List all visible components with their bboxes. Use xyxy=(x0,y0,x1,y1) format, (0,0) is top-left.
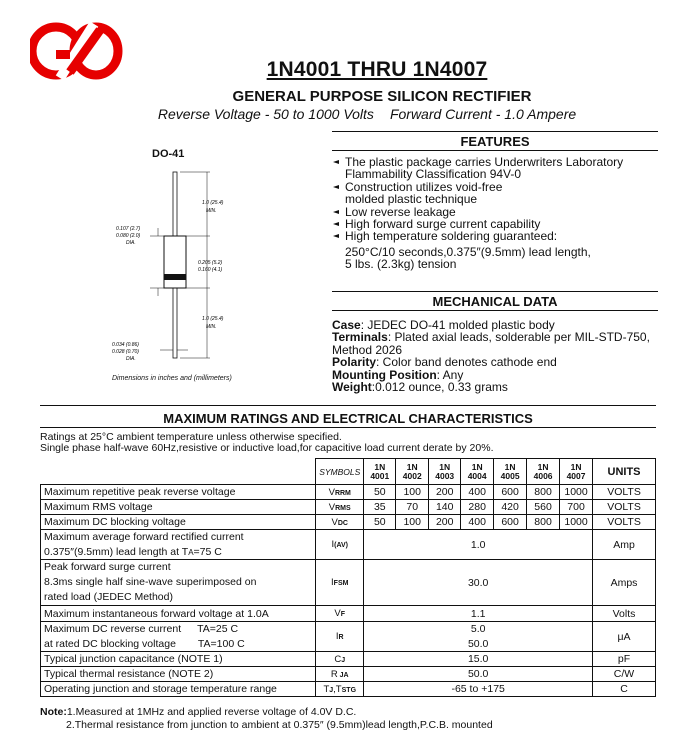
feature-item: High temperature soldering guaranteed: xyxy=(332,230,662,242)
feature-item: The plastic package carries Underwriters Laboratory xyxy=(332,156,662,168)
dim-body-dia-1: 0.107 (2.7) xyxy=(116,226,141,232)
table-row: Typical junction capacitance (NOTE 1) CJ 15.0 pF xyxy=(41,652,656,667)
notes-label: Note: xyxy=(40,706,67,718)
table-row: Maximum average forward rectified current 0.375″(9.5mm) lead length at TA=75 C I(AV) 1.0 Amp xyxy=(41,530,656,560)
feature-item: Construction utilizes void-free xyxy=(332,181,662,193)
feature-item: Flammability Classification 94V-0 xyxy=(345,167,522,182)
part-header: 1N 4004 xyxy=(461,459,494,485)
feature-item: 250°C/10 seconds,0.375″(9.5mm) lead length, xyxy=(345,244,591,259)
forward-current-text: Forward Current - 1.0 Ampere xyxy=(389,106,577,122)
table-row: Peak forward surge current 8.3ms single half sine-wave superimposed on rated load (JEDEC Method) IFSM 30.0 Amps xyxy=(41,560,656,606)
dim-lead-length-top: 1.0 (25.4) xyxy=(202,200,224,206)
feature-item: 5 lbs. (2.3kg) tension xyxy=(345,257,457,272)
table-row: Maximum DC blocking voltage VDC 50 100 200 400 600 800 1000 VOLTS xyxy=(41,515,656,530)
note-1: 1.Measured at 1MHz and applied reverse voltage of 4.0V D.C. xyxy=(66,706,357,718)
bottom-lead xyxy=(173,288,177,358)
ratings-note-2: Single phase half-wave 60Hz,resistive or inductive load,for capacitive load current derate by 20%. xyxy=(40,442,494,454)
weight-value: :0.012 ounce, 0.33 grams xyxy=(371,380,508,395)
reverse-voltage-text: Reverse Voltage - 50 to 1000 Volts xyxy=(157,106,374,122)
max-ratings-heading: MAXIMUM RATINGS AND ELECTRICAL CHARACTERISTICS xyxy=(163,411,533,426)
mechanical-heading: MECHANICAL DATA xyxy=(432,294,558,309)
ratings-conditions xyxy=(40,432,494,454)
package-label: DO-41 xyxy=(152,148,185,160)
cathode-band xyxy=(164,274,186,280)
dim-body-len-1: 0.205 (5.2) xyxy=(198,260,223,266)
page-subtitle: GENERAL PURPOSE SILICON RECTIFIER xyxy=(232,88,532,105)
mechanical-data xyxy=(332,319,662,393)
features-list xyxy=(332,156,662,271)
symbols-header: SYMBOLS xyxy=(316,459,364,485)
do41-outline-drawing xyxy=(110,160,250,370)
max-ratings-rule-top xyxy=(40,405,656,406)
ratings-summary xyxy=(0,106,694,122)
table-header-blank xyxy=(41,459,316,485)
page-title: 1N4001 THRU 1N4007 xyxy=(266,58,488,81)
footnotes xyxy=(40,706,493,732)
max-ratings-rule-bottom xyxy=(40,427,656,428)
part-header: 1N 4002 xyxy=(396,459,429,485)
part-header: 1N 4001 xyxy=(364,459,396,485)
feature-item: High forward surge current capability xyxy=(332,218,662,230)
mounting-label: Mounting Position xyxy=(332,367,437,382)
part-header: 1N 4005 xyxy=(494,459,527,485)
top-lead xyxy=(173,172,177,236)
part-header: 1N 4003 xyxy=(429,459,461,485)
table-header-row xyxy=(41,459,656,485)
table-row: Maximum RMS voltage VRMS 35 70 140 280 420 560 700 VOLTS xyxy=(41,500,656,515)
dim-lead-dia-1: 0.034 (0.86) xyxy=(112,342,139,348)
features-heading: FEATURES xyxy=(460,134,530,149)
mounting-value: : Any xyxy=(436,367,464,382)
table-row: Typical thermal resistance (NOTE 2) R JA 50.0 C/W xyxy=(41,667,656,682)
table-row: Maximum instantaneous forward voltage at 1.0A VF 1.1 Volts xyxy=(41,606,656,622)
note-2: 2.Thermal resistance from junction to ambient at 0.375″ (9.5mm)lead length,P.C.B. mounted xyxy=(66,719,493,731)
ratings-table xyxy=(40,458,656,697)
polarity-value: : Color band denotes cathode end xyxy=(376,355,557,370)
terminals-value: : Plated axial leads, solderable per MIL-STD-750, xyxy=(387,330,650,345)
mechanical-rule-bottom xyxy=(332,310,658,311)
ratings-note-1: Ratings at 25°C ambient temperature unless otherwise specified. xyxy=(40,431,342,443)
dim-min-top: MIN. xyxy=(206,208,217,214)
dimensions-caption: Dimensions in inches and (millimeters) xyxy=(112,375,232,382)
polarity-label: Polarity xyxy=(332,355,377,370)
diode-body xyxy=(164,236,186,288)
table-row: Maximum repetitive peak reverse voltage VRRM 50 100 200 400 600 800 1000 VOLTS xyxy=(41,485,656,500)
features-rule-top xyxy=(332,131,658,132)
part-header: 1N 4006 xyxy=(527,459,560,485)
feature-item: Low reverse leakage xyxy=(332,206,662,218)
case-label: Case xyxy=(332,318,361,332)
table-row: Maximum DC reverse current TA=25 C at rated DC blocking voltage TA=100 C IR 5.0 50.0 μA xyxy=(41,622,656,652)
dim-lead-dia-2: 0.028 (0.70) xyxy=(112,349,139,355)
terminals-value-2: Method 2026 xyxy=(332,342,403,357)
table-row: Operating junction and storage temperature range TJ,TSTG -65 to +175 C xyxy=(41,682,656,697)
dim-body-dia-2: 0.080 (2.0) xyxy=(116,233,141,239)
case-value: : JEDEC DO-41 molded plastic body xyxy=(360,318,555,332)
weight-label: Weight xyxy=(332,380,372,395)
terminals-label: Terminals xyxy=(332,330,388,345)
mechanical-rule-top xyxy=(332,291,658,292)
part-header: 1N 4007 xyxy=(560,459,593,485)
features-rule-bottom xyxy=(332,150,658,151)
dim-min-bot: MIN. xyxy=(206,324,217,330)
feature-item: molded plastic technique xyxy=(345,192,478,207)
dim-body-len-2: 0.160 (4.1) xyxy=(198,267,223,273)
dim-body-dia-3: DIA. xyxy=(126,240,136,246)
units-header: UNITS xyxy=(593,459,656,485)
dim-lead-length-bot: 1.0 (25.4) xyxy=(202,316,224,322)
dim-lead-dia-3: DIA. xyxy=(126,356,136,362)
